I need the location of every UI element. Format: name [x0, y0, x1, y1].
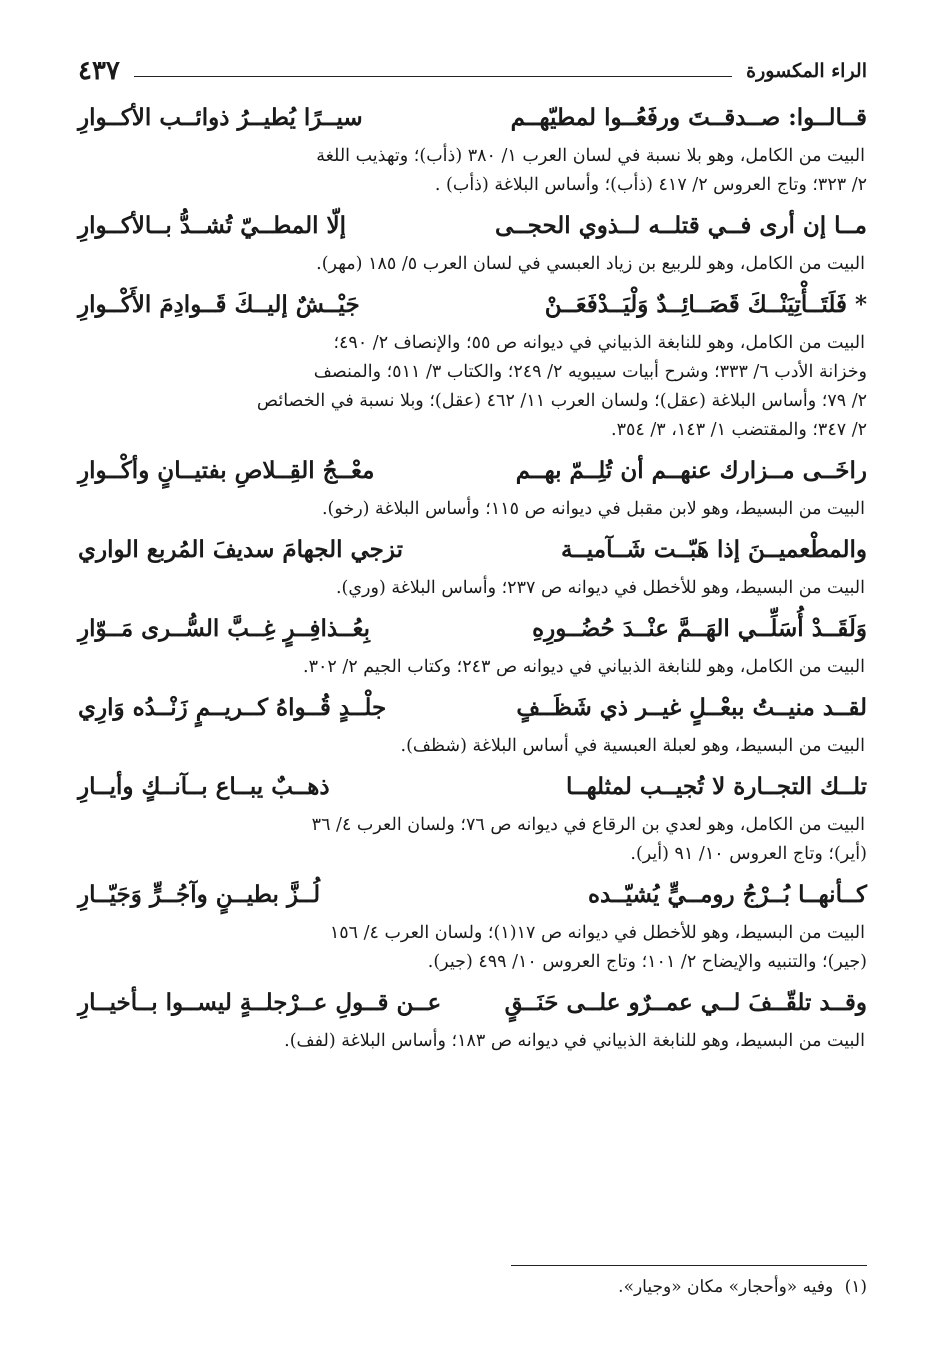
- note-line: البيت من البسيط، وهو للأخطل في ديوانه ص ٢٣٧؛ وأساس البلاغة (وري).: [335, 578, 865, 598]
- footnote-text: وفيه «وأحجار» مكان «وجيار».: [618, 1277, 834, 1297]
- first-hemistich: لقــد منيــتُ ببعْــلٍ غيــر ذي شَظَــفٍ: [516, 694, 867, 721]
- verse-line: [78, 285, 867, 329]
- verse-entry: [78, 451, 867, 530]
- second-hemistich: سيــرًا يُطيــرُ ذوائــب الأكــوارِ: [78, 104, 363, 131]
- second-hemistich: ذهــبٌ يبــاع بــآنــكٍ وأيــارِ: [78, 773, 330, 800]
- verse-line: [78, 609, 867, 653]
- verse-line: [78, 530, 867, 574]
- first-hemistich: وقــد تلقّــفَ لــي عمــرٌو علــى حَنَــقٍ: [504, 989, 867, 1016]
- note-line: ٢/ ٧٩؛ وأساس البلاغة (عقل)؛ ولسان العرب ١١/ ٤٦٢ (عقل)؛ وبلا نسبة في الخصائص: [256, 391, 867, 411]
- running-header: [78, 55, 867, 87]
- verse-entry: [78, 530, 867, 609]
- second-hemistich: جلْــدٍ قُــواهُ كــريــمٍ زَنْــدُه وَارِي: [78, 694, 387, 721]
- note-line: وخزانة الأدب ٦/ ٣٣٣؛ وشرح أبيات سيبويه ٢/ ٢٤٩؛ والكتاب ٣/ ٥١١؛ والمنصف: [313, 362, 867, 382]
- verse-line: [78, 875, 867, 919]
- first-hemistich: قــالــوا: صــدقــتَ ورفَعُــوا لمطيّهــم: [510, 104, 867, 131]
- source-note: [78, 653, 867, 682]
- note-line: ٢/ ٣٢٣؛ وتاج العروس ٢/ ٤١٧ (ذأب)؛ وأساس البلاغة (ذأب) .: [434, 175, 867, 195]
- first-hemistich: مــا إن أرى فــي قتلــه لــذوي الحجــى: [494, 212, 867, 239]
- book-page: [78, 0, 867, 1354]
- note-line: البيت من البسيط، وهو لعبلة العبسية في أساس البلاغة (شظف).: [400, 736, 865, 756]
- note-line: البيت من الكامل، وهو للنابغة الذبياني في ديوانه ص ٥٥؛ والإنصاف ٢/ ٤٩٠؛: [333, 333, 865, 353]
- verse-line: [78, 983, 867, 1027]
- verse-entry: [78, 609, 867, 688]
- first-hemistich: راخَــى مــزارك عنهــم أن تُلِــمّ بهــم: [515, 457, 867, 484]
- footnote: [618, 1277, 867, 1297]
- footnote-separator: [511, 1265, 867, 1266]
- note-line: (أير)؛ وتاج العروس ١٠/ ٩١ (أير).: [630, 844, 867, 864]
- first-hemistich: وَلَقَــدْ أُسَلِّــي الهَــمَّ عنْــدَ حُضُــورِهِ: [532, 615, 867, 642]
- note-line: البيت من البسيط، وهو لابن مقبل في ديوانه ص ١١٥؛ وأساس البلاغة (رخو).: [321, 499, 865, 519]
- verse-line: [78, 767, 867, 811]
- source-note: [78, 732, 867, 761]
- source-note: [78, 329, 867, 445]
- second-hemistich: تزجي الجهامَ سديفَ المُربع الواري: [78, 536, 403, 563]
- second-hemistich: إلّا المطــيّ تُشــدُّ بــالأكــوارِ: [78, 212, 347, 239]
- note-line: البيت من الكامل، وهو للربيع بن زياد العبسي في لسان العرب ٥/ ١٨٥ (مهر).: [316, 254, 865, 274]
- source-note: [78, 495, 867, 524]
- chapter-title: الراء المكسورة: [746, 60, 867, 82]
- note-line: البيت من الكامل، وهو للنابغة الذبياني في ديوانه ص ٢٤٣؛ وكتاب الجيم ٢/ ٣٠٢.: [303, 657, 865, 677]
- verse-entries: [78, 98, 867, 1056]
- source-note: [78, 811, 867, 869]
- note-line: البيت من البسيط، وهو للأخطل في ديوانه ص ١٧(١)؛ ولسان العرب ٤/ ١٥٦: [329, 923, 865, 943]
- note-line: ٢/ ٣٤٧؛ والمقتضب ١/ ١٤٣، ٣/ ٣٥٤.: [611, 420, 867, 440]
- verse-entry: [78, 875, 867, 983]
- verse-entry: [78, 98, 867, 206]
- verse-line: [78, 451, 867, 495]
- note-line: (جير)؛ والتنبيه والإيضاح ٢/ ١٠١؛ وتاج العروس ١٠/ ٤٩٩ (جير).: [427, 952, 867, 972]
- first-hemistich: والمطْعميــنَ إذا هَبّــت شَــآميــة: [561, 536, 867, 563]
- note-line: البيت من الكامل، وهو لعدي بن الرقاع في ديوانه ص ٧٦؛ ولسان العرب ٤/ ٣٦: [311, 815, 865, 835]
- source-note: [78, 142, 867, 200]
- verse-line: [78, 98, 867, 142]
- footnote-marker: (١): [844, 1277, 867, 1297]
- second-hemistich: عــن قــولِ عــرْجلــةٍ ليســوا بــأخيــارِ: [78, 989, 442, 1016]
- first-hemistich: تلــك التجــارة لا تُجيــب لمثلهــا: [565, 773, 867, 800]
- header-rule: [134, 76, 732, 77]
- source-note: [78, 574, 867, 603]
- verse-entry: [78, 983, 867, 1056]
- verse-entry: [78, 688, 867, 767]
- second-hemistich: جَيْــشٌ إليــكَ قَــوادِمَ الأَكْــوارِ: [78, 291, 360, 318]
- page-number: ٤٣٧: [78, 56, 120, 86]
- second-hemistich: لُــزَّ بطيــنٍ وآجُــرٍّ وَجَيّــارِ: [78, 881, 321, 908]
- second-hemistich: بِعُــذافِــرٍ غِــبَّ السُّــرى مَــوّارِ: [78, 615, 370, 642]
- verse-line: [78, 688, 867, 732]
- note-line: البيت من الكامل، وهو بلا نسبة في لسان العرب ١/ ٣٨٠ (ذأب)؛ وتهذيب اللغة: [316, 146, 865, 166]
- verse-entry: [78, 767, 867, 875]
- second-hemistich: معْــجُ القِــلاصِ بفتيــانٍ وأكْــوارِ: [78, 457, 375, 484]
- source-note: [78, 250, 867, 279]
- verse-line: [78, 206, 867, 250]
- source-note: [78, 919, 867, 977]
- note-line: البيت من البسيط، وهو للنابغة الذبياني في ديوانه ص ١٨٣؛ وأساس البلاغة (لفف).: [284, 1031, 865, 1051]
- source-note: [78, 1027, 867, 1056]
- verse-entry: [78, 206, 867, 285]
- first-hemistich: كــأنهــا بُــرْجُ رومــيٍّ يُشيّــده: [588, 881, 867, 908]
- first-hemistich: * فَلَتَــأْتِيَنْــكَ قَصَــائِــدٌ وَلْيَــدْفَعَــنْ: [544, 291, 867, 318]
- verse-entry: [78, 285, 867, 451]
